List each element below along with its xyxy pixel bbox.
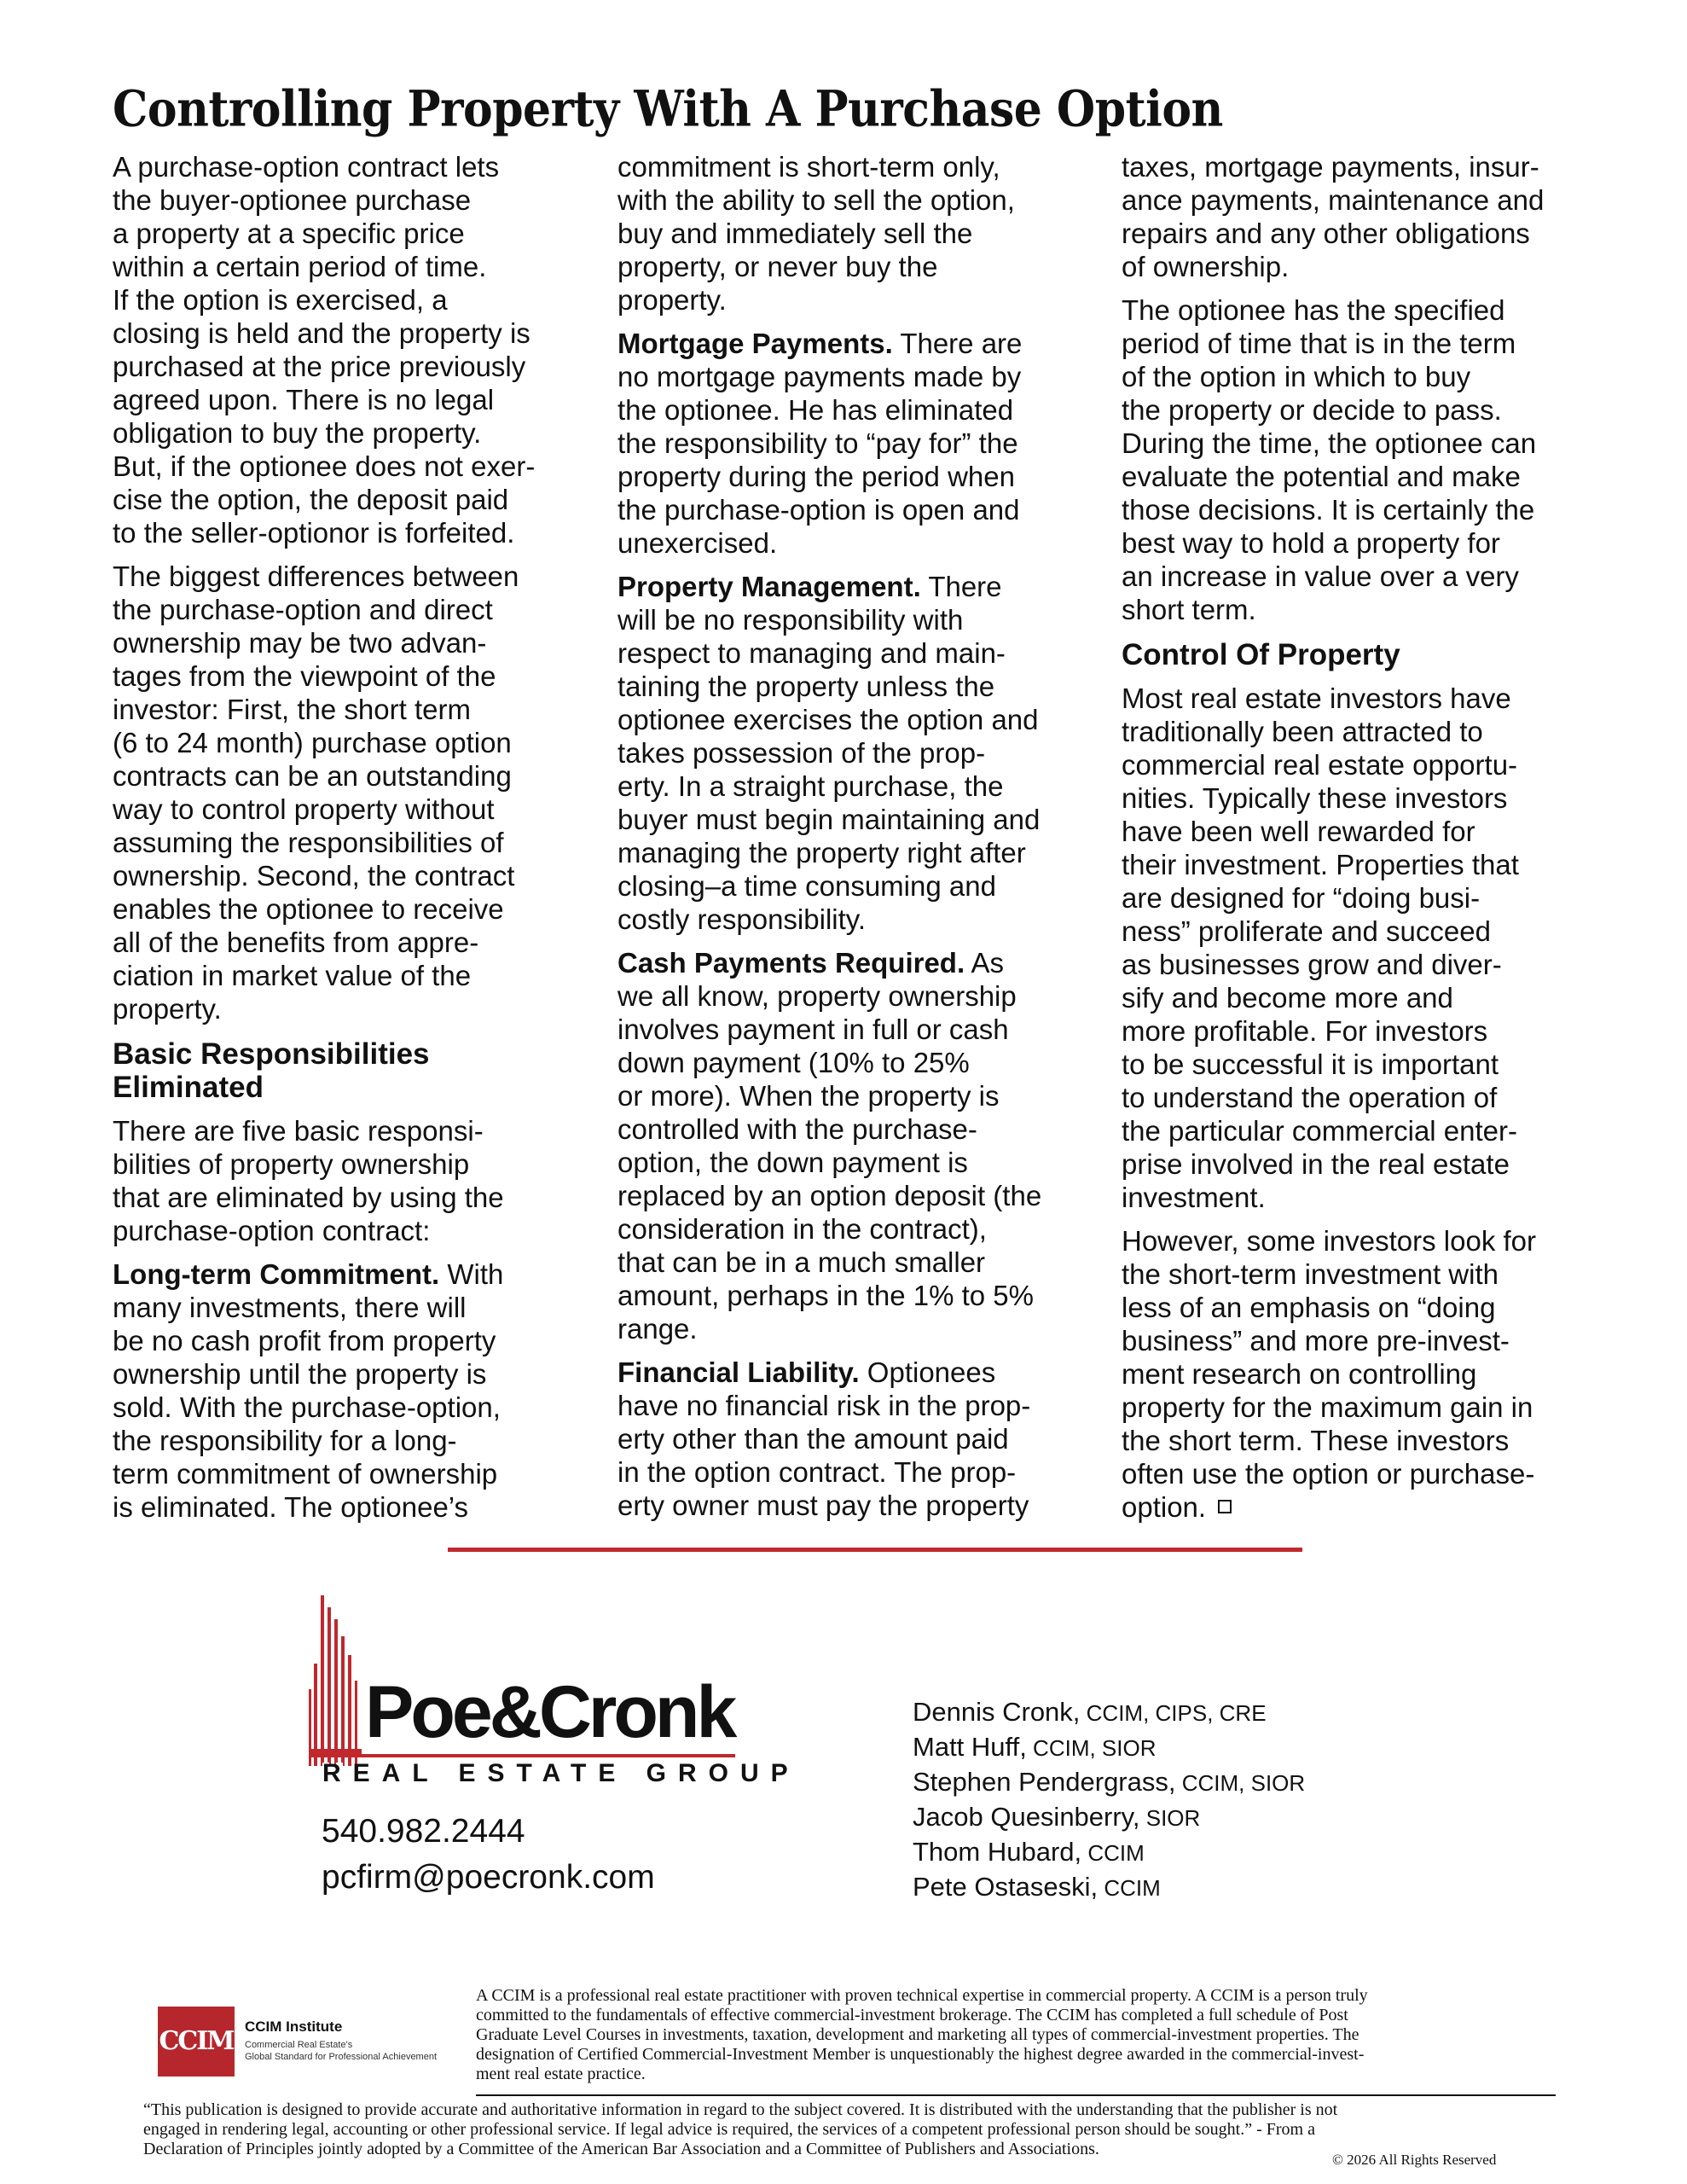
text-line: erty owner must pay the property bbox=[617, 1490, 1029, 1521]
agent-entry bbox=[913, 1800, 1305, 1835]
agent-designations: SIOR bbox=[1139, 1805, 1201, 1831]
text-line: buy and immediately sell the bbox=[617, 218, 973, 249]
text-line: the purchase-option and direct bbox=[113, 594, 493, 625]
logo-wordmark: Poe&Cronk bbox=[365, 1671, 734, 1753]
text-line: term commitment of ownership bbox=[113, 1458, 498, 1490]
text-line: of ownership. bbox=[1122, 251, 1290, 282]
text-line: replaced by an option deposit (the bbox=[617, 1180, 1042, 1211]
text-line: traditionally been attracted to bbox=[1122, 716, 1483, 747]
ccim-tagline-line: Global Standard for Professional Achievement bbox=[245, 2052, 438, 2062]
text-line: the property or decide to pass. bbox=[1122, 394, 1502, 426]
text-line: investor: First, the short term bbox=[113, 694, 471, 725]
paragraph bbox=[1122, 293, 1586, 626]
text-line: ownership. Second, the contract bbox=[113, 860, 515, 892]
text-line: that are eliminated by using the bbox=[113, 1182, 504, 1213]
text-line: property. bbox=[617, 284, 727, 316]
agent-entry bbox=[913, 1870, 1305, 1905]
text-line: However, some investors look for bbox=[1122, 1225, 1537, 1257]
paragraph bbox=[617, 946, 1082, 1345]
text-line: Long-term Commitment. With bbox=[113, 1258, 504, 1290]
text-line: or more). When the property is bbox=[617, 1080, 1000, 1112]
footer-rule bbox=[476, 2094, 1556, 2096]
logo-subtitle: REAL ESTATE GROUP bbox=[322, 1759, 800, 1787]
text-line: the short term. These investors bbox=[1122, 1425, 1510, 1456]
text-line: A purchase-option contract lets bbox=[113, 151, 500, 183]
text-line: have no financial risk in the prop- bbox=[617, 1390, 1031, 1421]
text-line: committed to the fundamentals of effective commercial-investment brokerage. The CCIM has completed a full schedule of Post bbox=[476, 2006, 1348, 2024]
ccim-logo bbox=[158, 2007, 460, 2077]
text-line: bilities of property ownership bbox=[113, 1148, 470, 1180]
text-line: prise involved in the real estate bbox=[1122, 1148, 1510, 1180]
paragraph bbox=[113, 1258, 577, 1524]
text-line: taining the property unless the bbox=[617, 671, 995, 702]
text-line: no mortgage payments made by bbox=[617, 361, 1022, 392]
text-line: ness” proliferate and succeed bbox=[1122, 915, 1491, 947]
text-line: down payment (10% to 25% bbox=[617, 1047, 970, 1078]
text-line: the purchase-option is open and bbox=[617, 494, 1020, 526]
text-line: erty other than the amount paid bbox=[617, 1423, 1009, 1455]
text-line: have been well rewarded for bbox=[1122, 816, 1475, 847]
text-line: often use the option or purchase- bbox=[1122, 1458, 1535, 1490]
text-line: commercial real estate opportu- bbox=[1122, 749, 1518, 781]
paragraph bbox=[113, 150, 577, 549]
text-line: unexercised. bbox=[617, 527, 778, 559]
text-line: with the ability to sell the option, bbox=[617, 184, 1015, 216]
text-line: erty. In a straight purchase, the bbox=[617, 770, 1004, 802]
text-line: During the time, the optionee can bbox=[1122, 427, 1537, 459]
paragraph bbox=[1122, 150, 1586, 283]
text-line: The biggest differences between bbox=[113, 561, 519, 592]
article-column-1 bbox=[113, 150, 577, 1534]
text-line: as businesses grow and diver- bbox=[1122, 949, 1502, 980]
text-line: Eliminated bbox=[113, 1071, 264, 1104]
agent-name: Matt Huff, bbox=[913, 1732, 1027, 1762]
paragraph-lead: Financial Liability. bbox=[617, 1356, 860, 1388]
email-address: pcfirm@poecronk.com bbox=[322, 1859, 655, 1896]
text-line: Financial Liability. Optionees bbox=[617, 1356, 996, 1388]
text-line: less of an emphasis on “doing bbox=[1122, 1292, 1496, 1323]
text-line: investment. bbox=[1122, 1182, 1266, 1213]
text-line: ownership may be two advan- bbox=[113, 627, 487, 659]
text-line: short term. bbox=[1122, 594, 1256, 625]
text-line: Graduate Level Courses in investments, taxation, development and marketing all types of commercial-investment properties. The bbox=[476, 2025, 1359, 2044]
ccim-description bbox=[476, 1986, 1576, 2084]
text-line: Property Management. There bbox=[617, 571, 1002, 602]
company-logo bbox=[309, 1595, 800, 1796]
text-line: ownership until the property is bbox=[113, 1358, 487, 1390]
text-line: property for the maximum gain in bbox=[1122, 1391, 1533, 1423]
text-line: the buyer-optionee purchase bbox=[113, 184, 472, 216]
ccim-tagline bbox=[245, 2039, 437, 2063]
paragraph bbox=[113, 1114, 577, 1247]
text-line: property during the period when bbox=[617, 461, 1015, 492]
paragraph bbox=[617, 570, 1082, 936]
phone-number: 540.982.2444 bbox=[322, 1813, 525, 1850]
copyright-notice: © 2026 All Rights Reserved bbox=[1332, 2152, 1497, 2168]
text-line: consideration in the contract), bbox=[617, 1213, 987, 1245]
text-line: way to control property without bbox=[113, 793, 495, 825]
text-line: property, or never buy the bbox=[617, 251, 938, 282]
ccim-tagline-line: Commercial Real Estate's bbox=[245, 2040, 353, 2050]
text-line: we all know, property ownership bbox=[617, 980, 1017, 1012]
agent-name: Thom Hubard, bbox=[913, 1837, 1082, 1867]
paragraph bbox=[1122, 1224, 1586, 1524]
section-heading bbox=[113, 1037, 577, 1104]
text-line: sold. With the purchase-option, bbox=[113, 1391, 501, 1423]
paragraph-lead: Mortgage Payments. bbox=[617, 328, 893, 359]
text-line: option, the down payment is bbox=[617, 1147, 968, 1178]
agent-entry bbox=[913, 1765, 1305, 1800]
text-line: the responsibility for a long- bbox=[113, 1425, 457, 1456]
agent-name: Jacob Quesinberry, bbox=[913, 1802, 1140, 1832]
text-line: will be no responsibility with bbox=[617, 604, 964, 636]
text-line: engaged in rendering legal, accounting or other professional service. If legal advice is required, the services of a competent professional person should be sought.” - From a bbox=[143, 2120, 1315, 2139]
text-line: contracts can be an outstanding bbox=[113, 760, 512, 792]
text-line: cise the option, the deposit paid bbox=[113, 484, 509, 515]
text-line: the responsibility to “pay for” the bbox=[617, 427, 1018, 459]
end-of-article-icon bbox=[1218, 1500, 1232, 1513]
text-line: are designed for “doing busi- bbox=[1122, 882, 1481, 914]
text-line: purchase-option contract: bbox=[113, 1215, 431, 1246]
text-line: be no cash profit from property bbox=[113, 1325, 496, 1356]
text-line: purchased at the price previously bbox=[113, 351, 526, 382]
text-line: A CCIM is a professional real estate practitioner with proven technical expertise in commercial property. A CCIM is a person truly bbox=[476, 1986, 1368, 2005]
text-line: controlled with the purchase- bbox=[617, 1113, 977, 1145]
text-line: those decisions. It is certainly the bbox=[1122, 494, 1535, 526]
agent-name: Dennis Cronk, bbox=[913, 1697, 1081, 1727]
article-column-3 bbox=[1122, 150, 1586, 1534]
text-line: all of the benefits from appre- bbox=[113, 926, 479, 958]
agent-designations: CCIM, SIOR bbox=[1175, 1770, 1306, 1796]
text-line: Basic Responsibilities bbox=[113, 1037, 430, 1071]
text-line: a property at a specific price bbox=[113, 218, 465, 249]
text-line: Cash Payments Required. As bbox=[617, 947, 1004, 979]
text-line: Most real estate investors have bbox=[1122, 682, 1511, 714]
paragraph bbox=[617, 1356, 1082, 1522]
text-line: managing the property right after bbox=[617, 837, 1026, 868]
text-line: option. bbox=[1122, 1490, 1586, 1524]
text-line: period of time that is in the term bbox=[1122, 328, 1516, 359]
text-line: closing–a time consuming and bbox=[617, 870, 996, 902]
agent-designations: CCIM bbox=[1098, 1875, 1161, 1901]
paragraph-lead: Long-term Commitment. bbox=[113, 1258, 440, 1290]
text-line: repairs and any other obligations bbox=[1122, 218, 1530, 249]
text-line: ment real estate practice. bbox=[476, 2065, 646, 2083]
text-line: to understand the operation of bbox=[1122, 1082, 1498, 1113]
text-line: to be successful it is important bbox=[1122, 1048, 1499, 1080]
article-column-2 bbox=[617, 150, 1082, 1532]
paragraph-lead: Property Management. bbox=[617, 571, 921, 602]
text-line: involves payment in full or cash bbox=[617, 1014, 1009, 1045]
text-line: within a certain period of time. bbox=[113, 251, 487, 282]
legal-disclaimer bbox=[143, 2100, 1559, 2159]
agent-name: Stephen Pendergrass, bbox=[913, 1767, 1176, 1797]
text-line: ciation in market value of the bbox=[113, 960, 472, 991]
text-line: But, if the optionee does not exer- bbox=[113, 450, 536, 482]
text-line: is eliminated. The optionee’s bbox=[113, 1491, 469, 1523]
text-line: property. bbox=[113, 993, 222, 1025]
text-line: nities. Typically these investors bbox=[1122, 782, 1508, 814]
text-line: closing is held and the property is bbox=[113, 317, 530, 349]
text-line: assuming the responsibilities of bbox=[113, 827, 504, 858]
text-line: respect to managing and main- bbox=[617, 637, 1006, 669]
ccim-mark: CCIM bbox=[158, 2007, 235, 2077]
text-line: costly responsibility. bbox=[617, 903, 866, 935]
text-line: If the option is exercised, a bbox=[113, 284, 448, 316]
text-line: taxes, mortgage payments, insur- bbox=[1122, 151, 1539, 183]
text-line: that can be in a much smaller bbox=[617, 1246, 986, 1278]
text-line: an increase in value over a very bbox=[1122, 561, 1519, 592]
text-line: the particular commercial enter- bbox=[1122, 1115, 1517, 1147]
text-line: commitment is short-term only, bbox=[617, 151, 1000, 183]
text-line: The optionee has the specified bbox=[1122, 294, 1505, 326]
text-line: evaluate the potential and make bbox=[1122, 461, 1521, 492]
paragraph bbox=[1122, 682, 1586, 1214]
agent-designations: CCIM, SIOR bbox=[1026, 1735, 1157, 1761]
text-line: tages from the viewpoint of the bbox=[113, 660, 496, 692]
text-line: Declaration of Principles jointly adopted by a Committee of the American Bar Association and a Committee of Publishers and Associations. bbox=[143, 2140, 1099, 2158]
agent-entry bbox=[913, 1835, 1305, 1870]
agent-list bbox=[913, 1695, 1305, 1905]
text-line: in the option contract. The prop- bbox=[617, 1456, 1017, 1488]
text-line: amount, perhaps in the 1% to 5% bbox=[617, 1280, 1034, 1311]
text-line: takes possession of the prop- bbox=[617, 737, 986, 769]
paragraph bbox=[617, 327, 1082, 560]
text-line: designation of Certified Commercial-Investment Member is unquestionably the highest degree awarded in the commercial-invest- bbox=[476, 2045, 1365, 2064]
text-line: ment research on controlling bbox=[1122, 1358, 1477, 1390]
text-line: their investment. Properties that bbox=[1122, 849, 1519, 880]
text-line: enables the optionee to receive bbox=[113, 893, 504, 925]
text-line: more profitable. For investors bbox=[1122, 1015, 1488, 1047]
paragraph bbox=[113, 560, 577, 1025]
agent-entry bbox=[913, 1695, 1305, 1730]
text-line: Mortgage Payments. There are bbox=[617, 328, 1023, 359]
text-line: the optionee. He has eliminated bbox=[617, 394, 1014, 426]
text-line: agreed upon. There is no legal bbox=[113, 384, 495, 415]
agent-entry bbox=[913, 1730, 1305, 1765]
ccim-institute-name: CCIM Institute bbox=[245, 2018, 343, 2035]
text-line: best way to hold a property for bbox=[1122, 527, 1500, 559]
text-line: There are five basic responsi- bbox=[113, 1115, 484, 1147]
text-line: to the seller-optionor is forfeited. bbox=[113, 517, 515, 549]
text-line: of the option in which to buy bbox=[1122, 361, 1471, 392]
text-line: (6 to 24 month) purchase option bbox=[113, 727, 512, 758]
text-line: optionee exercises the option and bbox=[617, 704, 1039, 735]
divider-rule bbox=[448, 1548, 1302, 1552]
paragraph bbox=[617, 150, 1082, 317]
agent-name: Pete Ostaseski, bbox=[913, 1872, 1099, 1902]
text-line: ance payments, maintenance and bbox=[1122, 184, 1545, 216]
article-title: Controlling Property With A Purchase Option bbox=[113, 79, 1223, 139]
text-line: obligation to buy the property. bbox=[113, 417, 482, 449]
agent-designations: CCIM bbox=[1081, 1840, 1145, 1866]
paragraph-lead: Cash Payments Required. bbox=[617, 947, 965, 979]
text-line: many investments, there will bbox=[113, 1292, 467, 1323]
agent-designations: CCIM, CIPS, CRE bbox=[1080, 1700, 1267, 1726]
text-line: “This publication is designed to provide accurate and authoritative information in regard to the subject covered. It is distributed with the understanding that the publisher is not bbox=[143, 2100, 1338, 2119]
text-line: buyer must begin maintaining and bbox=[617, 804, 1041, 835]
section-heading: Control Of Property bbox=[1122, 638, 1400, 671]
text-line: the short-term investment with bbox=[1122, 1258, 1499, 1290]
text-line: range. bbox=[617, 1313, 698, 1345]
text-line: business” and more pre-invest- bbox=[1122, 1325, 1510, 1356]
text-line: sify and become more and bbox=[1122, 982, 1453, 1014]
